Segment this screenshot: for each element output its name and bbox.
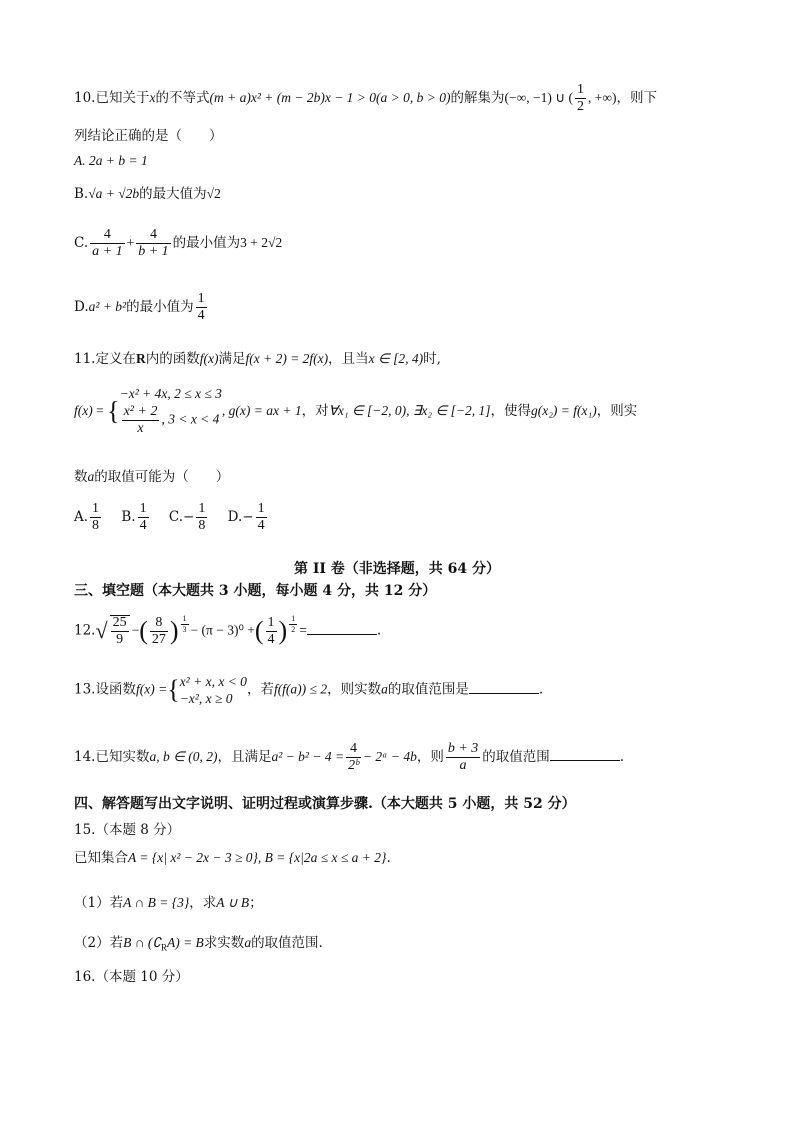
section2-title: 第 II 卷（非选择题，共 64 分） xyxy=(293,561,501,577)
q11-options: A. $\frac{1}{8}$ B. $\frac{1}{4}$ C.− $\frac{1}{8}$ D.− $\frac{1}{4}$ xyxy=(74,501,265,533)
q10-stem-mid: 的不等式 xyxy=(155,90,210,106)
q14-answer-blank[interactable] xyxy=(550,748,620,761)
q15-part1: （1）若A ∩ B = {3}，求A ∪ B； xyxy=(74,895,263,911)
frac-4-b1: $\frac{4}{b + 1}$ xyxy=(138,227,169,259)
q12-answer-blank[interactable] xyxy=(307,622,377,635)
q10-option-a: A. 2a + b = 1 xyxy=(74,153,148,168)
q10-solset-right: , +∞) xyxy=(588,90,617,105)
q15-part2: （2）若B ∩ $(∁_RA) = B$求实数a的取值范围. xyxy=(74,935,323,953)
q11-line3: 数a的取值可能为（ ） xyxy=(74,469,230,485)
q10-line1 xyxy=(74,83,657,114)
q10-option-b: B.√a + √2b的最大值为√2 xyxy=(74,186,221,202)
part3-heading: 三、填空题（本大题共 3 小题，每小题 4 分，共 12 分） xyxy=(74,583,437,599)
frac-x2-over-x: $\frac{\text{x² + 2}}{x}$ xyxy=(123,403,158,436)
q10-solset-left: (−∞, −1) ∪ ( xyxy=(504,90,573,105)
frac-half: $\frac{1}{2}$ xyxy=(577,82,584,114)
q12: 12.√ $\frac{25}{9}$ −( $\frac{8}{27}$ ) $\frac{1}{3}$ − (π − 3)⁰ +( $\frac{1}{4}$ ) $\frac{1}{2}$ = . xyxy=(74,614,382,647)
frac-4-a1: $\frac{4}{a + 1}$ xyxy=(92,227,123,259)
option-b-expr: √a + √2b xyxy=(88,186,140,201)
q10-line2: 列结论正确的是（ ） xyxy=(74,128,223,144)
q14: 14.已知实数a, b ∈ (0, 2)，且满足a² − b² − 4 = $\frac{4}{\text{2ᵇ}}$ − 2ᵃ − 4b，则 $\frac{b + 3}{a}$ 的取值范围 . xyxy=(74,741,625,773)
q15-given: 已知集合A = {x| x² − 2x − 3 ≥ 0}, B = {x|2a ≤ x ≤ a + 2}. xyxy=(74,850,391,866)
frac-quarter: $\frac{1}{4}$ xyxy=(197,291,205,323)
q10-inequality: (m + a)x² + (m − 2b)x − 1 > 0(a > 0, b > 0) xyxy=(209,90,451,105)
q13-answer-blank[interactable] xyxy=(469,681,539,694)
q11-piecewise: f(x) = { −x² + 4x, 2 ≤ x ≤ 3 $\frac{\text{x² + 2}}{x}$ , 3 < x < 4 , g(x) = ax + 1，对∀x₁ ∈ [−2, 0), ∃x₂ ∈ [−2, 1]，使得g(x₂) = f(x₁)，则实 xyxy=(74,386,638,436)
q15-header: 15.（本题 8 分） xyxy=(74,822,181,838)
q13: 13.设函数f(x) ={ x² + x, x < 0 −x², x ≥ 0 ，若f(f(a)) ≤ 2，则实数a的取值范围是 . xyxy=(74,674,544,706)
q16-header: 16.（本题 10 分） xyxy=(74,969,189,985)
q10-option-c: C. $\frac{4}{a + 1}$ + $\frac{4}{b + 1}$ 的最小值为3 + 2√2 xyxy=(74,227,283,259)
q10-option-d: D.a² + b²的最小值为 $\frac{1}{4}$ xyxy=(74,291,205,323)
q11-line1: 11.定义在R内的函数f(x)满足f(x + 2) = 2f(x)，且当x ∈ [2, 4)时, xyxy=(74,351,441,367)
q10-prefix: 10.已知关于 xyxy=(74,90,150,106)
var-x: x xyxy=(149,90,156,105)
q10-stem-tail: 的解集为 xyxy=(450,90,505,106)
q10-stem-end: ，则下 xyxy=(616,90,657,106)
part4-heading: 四、解答题写出文字说明、证明过程或演算步骤.（本大题共 5 小题，共 52 分） xyxy=(74,796,576,812)
